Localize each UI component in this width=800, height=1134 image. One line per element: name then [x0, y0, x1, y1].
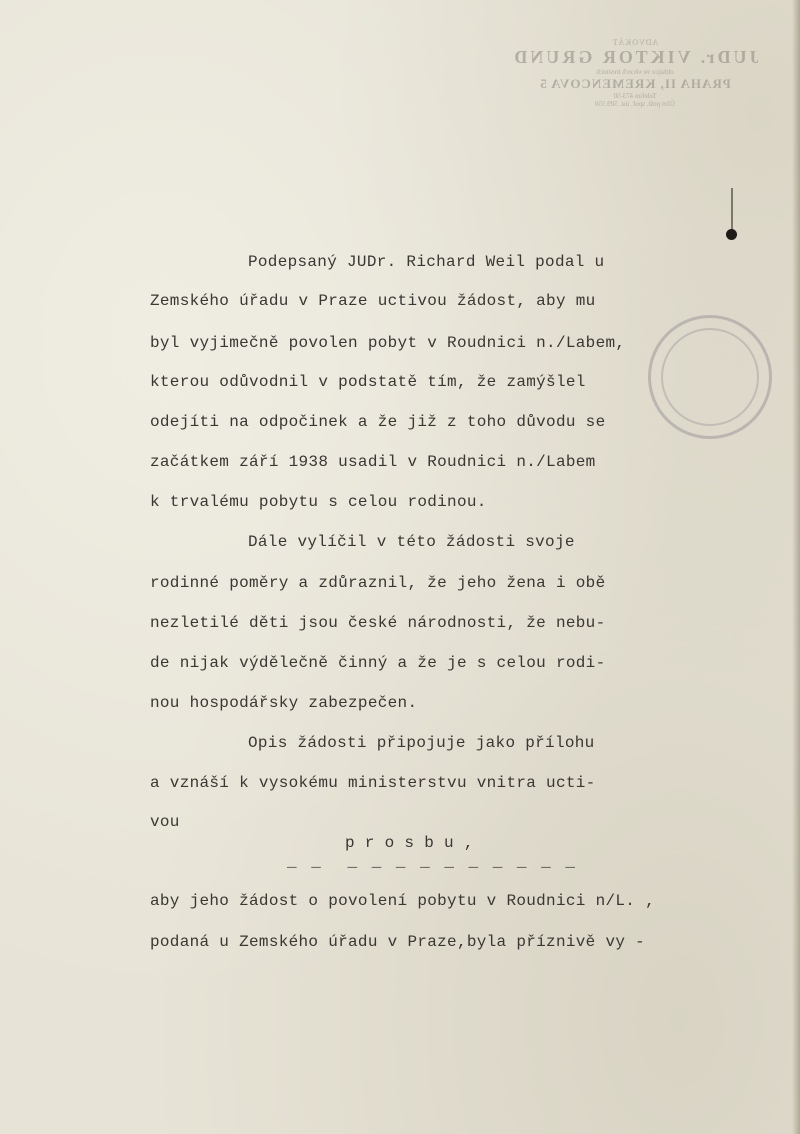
letterhead-show-through [500, 38, 770, 178]
text-line: aby jeho žádost o povolení pobytu v Roudnici n/L. , [150, 892, 655, 910]
text-line: začátkem září 1938 usadil v Roudnici n./Labem [150, 453, 596, 471]
text-line: vou [150, 813, 180, 831]
text-line: rodinné poměry a zdůraznil, že jeho žena i obě [150, 574, 606, 592]
text-line: k trvalému pobytu s celou rodinou. [150, 493, 487, 511]
text-line: Podepsaný JUDr. Richard Weil podal u [248, 253, 605, 271]
text-line: a vznáší k vysokému ministerstvu vnitra ucti- [150, 774, 596, 792]
text-line: kterou odůvodnil v podstatě tím, že zamýšlel [150, 373, 586, 391]
prosbu-heading: p r o s b u , [345, 834, 474, 852]
text-line: odejíti na odpočinek a že již z toho důvodu se [150, 413, 606, 431]
page-edge-shadow [792, 0, 800, 1134]
pin-hole [726, 229, 737, 240]
text-line: Opis žádosti připojuje jako přílohu [248, 734, 595, 752]
text-line: Zemského úřadu v Praze uctivou žádost, aby mu [150, 292, 596, 310]
letterhead-line: Telefon 473-50 [613, 92, 657, 100]
text-line: podaná u Zemského úřadu v Praze,byla příznivě vy - [150, 933, 646, 951]
faded-stamp [648, 315, 772, 439]
pin-mark [731, 188, 733, 233]
text-line: nou hospodářsky zabezpečen. [150, 694, 418, 712]
letterhead-line: PRAHA II, KREMENCOVA 5 [539, 76, 731, 91]
letterhead-line: JUDr. VIKTOR GRUND [511, 47, 759, 67]
letterhead-line: Účet pošt. spoř. úst. 509.550 [594, 100, 676, 108]
text-line: nezletilé děti jsou české národnosti, že nebu- [150, 614, 606, 632]
prosbu-underline: _ _ _ _ _ _ _ _ _ _ _ _ [287, 853, 578, 871]
letterhead-line: ADVOKÁT [611, 38, 659, 47]
text-line: byl vyjimečně povolen pobyt v Roudnici n./Labem, [150, 334, 626, 352]
letterhead-line: obhájce ve věcech trestních [596, 68, 674, 76]
text-line: de nijak výdělečně činný a že je s celou rodi- [150, 654, 606, 672]
text-line: Dále vylíčil v této žádosti svoje [248, 533, 575, 551]
